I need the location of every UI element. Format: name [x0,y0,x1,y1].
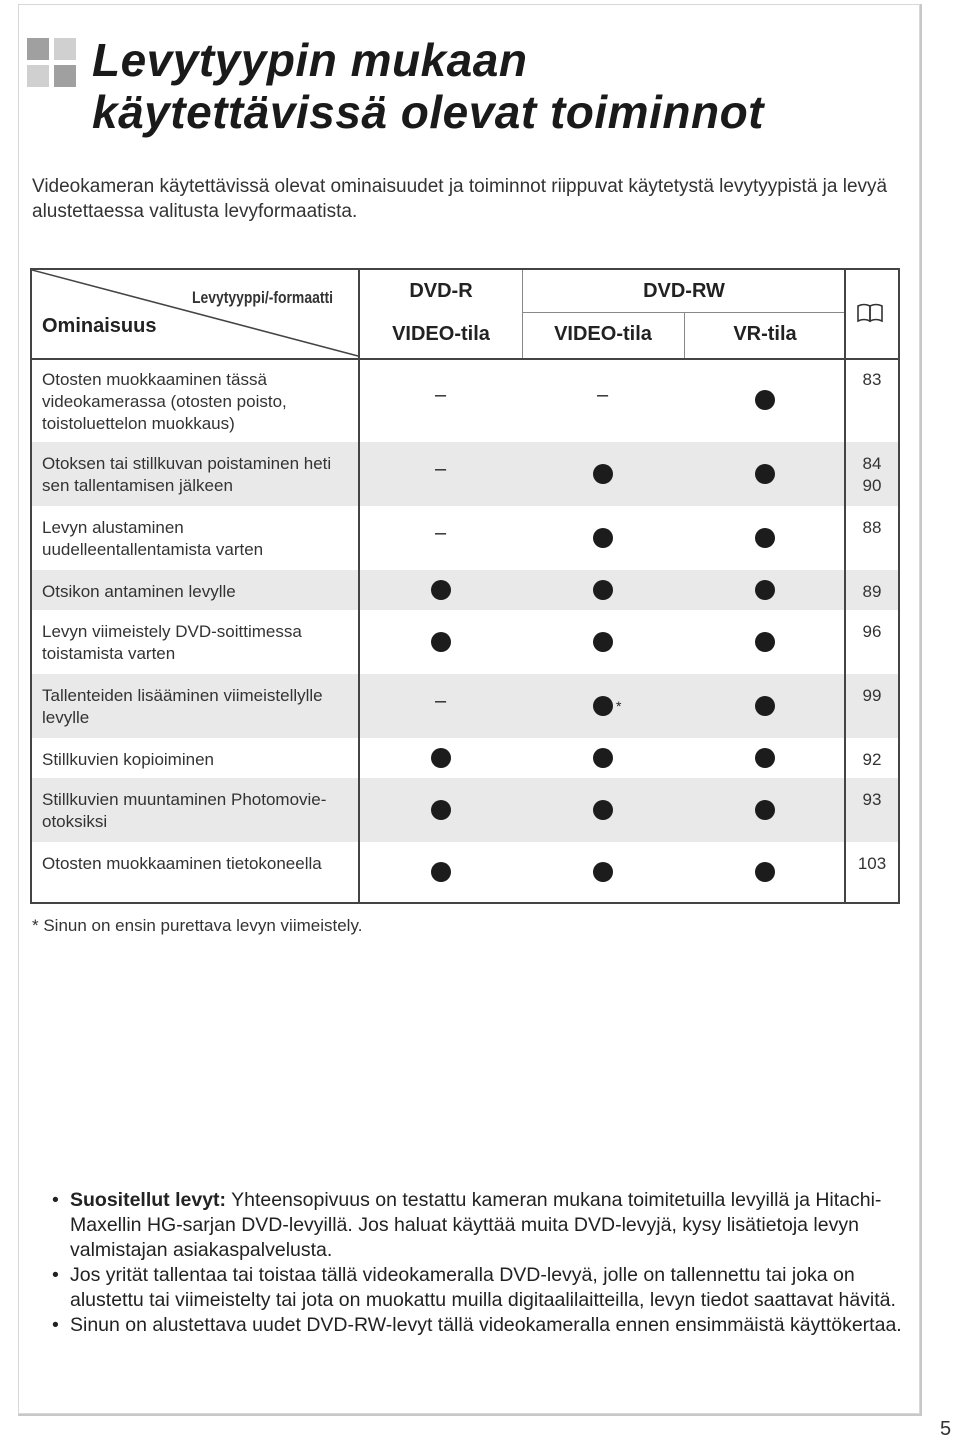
supported-dot [431,748,451,768]
header-dvd-rw-vr: VR-tila [733,323,797,345]
supported-dot [593,580,613,600]
supported-dot [593,696,613,716]
divider-ref [844,270,846,902]
supported-dot [755,748,775,768]
page-reference: 83 [862,370,882,389]
supported-dot [755,800,775,820]
header-divider-rw [684,312,685,358]
page-reference: 92 [862,750,882,769]
feature-cell: Otosten muokkaaminen tietokoneella [42,854,322,873]
feature-table [30,268,900,904]
header-dvd-r-video: VIDEO-tila [392,323,490,345]
page-reference: 89 [862,582,882,601]
header-dvd-r: DVD-R [409,280,473,302]
header-feature-label: Ominaisuus [42,315,157,337]
page-reference: 99 [862,686,882,705]
unsupported-dash: – [435,690,447,712]
feature-cell: Levyn viimeistely DVD-soittimessa toistamista varten [42,622,302,663]
table-row [32,358,898,442]
page-reference: 88 [862,518,882,537]
note-item [52,1313,902,1338]
supported-dot [755,696,775,716]
supported-dot [755,464,775,484]
feature-cell: Tallenteiden lisääminen viimeistellylle levylle [42,686,323,727]
page-reference: 84 90 [862,454,882,495]
table-row [32,842,898,902]
header-disc-type-label: Levytyyppi/-formaatti [192,288,333,307]
note-text: Yhteensopivuus on testattu kameran mukana toimitetuilla levyillä ja Hitachi-Maxellin HG-sarjan DVD-levyillä. Jos haluat käyttää muita DVD-levyjä, kysy lisätietoja levyn valmistajan asiakaspalvelusta. [70,1189,882,1261]
supported-dot [755,862,775,882]
page-reference: 93 [862,790,882,809]
header-dvd-rw-video: VIDEO-tila [554,323,652,345]
page-title-line2: käytettävissä olevat toiminnot [92,86,764,138]
table-row [32,778,898,842]
page-reference: 96 [862,622,882,641]
table-footnote: * Sinun on ensin purettava levyn viimeistely. [32,916,363,935]
supported-dot [755,580,775,600]
section-logo [27,38,77,88]
feature-cell: Levyn alustaminen uudelleentallentamista varten [42,518,264,559]
page-title [92,34,764,138]
supported-dot [431,580,451,600]
supported-dot [431,632,451,652]
note-text: Jos yrität tallentaa tai toistaa tällä videokameralla DVD-levyä, jolle on tallennettu tai joka on alustettu tai viimeistelty tai jota on muokattu muilla digitaalilaitteilla, levyn tiedot saattavat hävitä. [70,1264,896,1311]
note-bold-label: Suositellut levyt: [70,1189,227,1211]
feature-cell: Otosten muokkaaminen tässä videokamerassa (otosten poisto, toistoluettelon muokkaus) [42,370,287,433]
footnote-marker: * [616,698,622,714]
feature-cell: Otoksen tai stillkuvan poistaminen heti sen tallentamisen jälkeen [42,454,332,495]
header-dvd-rw: DVD-RW [643,280,725,302]
unsupported-dash: – [435,384,447,406]
supported-dot [593,528,613,548]
table-row [32,442,898,506]
note-item [52,1263,902,1313]
header-diagonal-line [32,270,362,358]
table-header [32,270,898,360]
note-item [52,1188,902,1263]
feature-cell: Stillkuvien kopioiminen [42,750,214,769]
page-reference: 103 [857,854,887,873]
supported-dot [755,632,775,652]
notes-list [52,1188,902,1338]
supported-dot [593,632,613,652]
unsupported-dash: – [435,522,447,544]
supported-dot [755,390,775,410]
table-row [32,506,898,570]
supported-dot [593,800,613,820]
feature-cell: Stillkuvien muuntaminen Photomovie-otoksiksi [42,790,327,831]
divider-dvd-r [522,270,523,358]
supported-dot [593,748,613,768]
page-number: 5 [940,1418,952,1440]
intro-text: Videokameran käytettävissä olevat ominaisuudet ja toiminnot riippuvat käytetystä levytyypistä ja levyä alustettaessa valitusta levyformaatista. [32,176,888,222]
unsupported-dash: – [597,384,609,406]
supported-dot [755,528,775,548]
unsupported-dash: – [435,458,447,480]
note-text: Sinun on alustettava uudet DVD-RW-levyt tällä videokameralla ennen ensimmäistä käyttökertaa. [70,1314,902,1336]
supported-dot [431,800,451,820]
supported-dot [593,862,613,882]
supported-dot [431,862,451,882]
supported-dot [593,464,613,484]
table-row [32,610,898,674]
book-icon [856,302,884,324]
divider-feature [358,270,360,902]
table-row [32,674,898,738]
table-row [32,570,898,610]
table-row [32,738,898,778]
feature-cell: Otsikon antaminen levylle [42,582,236,601]
page-title-line1: Levytyypin mukaan [92,34,528,86]
